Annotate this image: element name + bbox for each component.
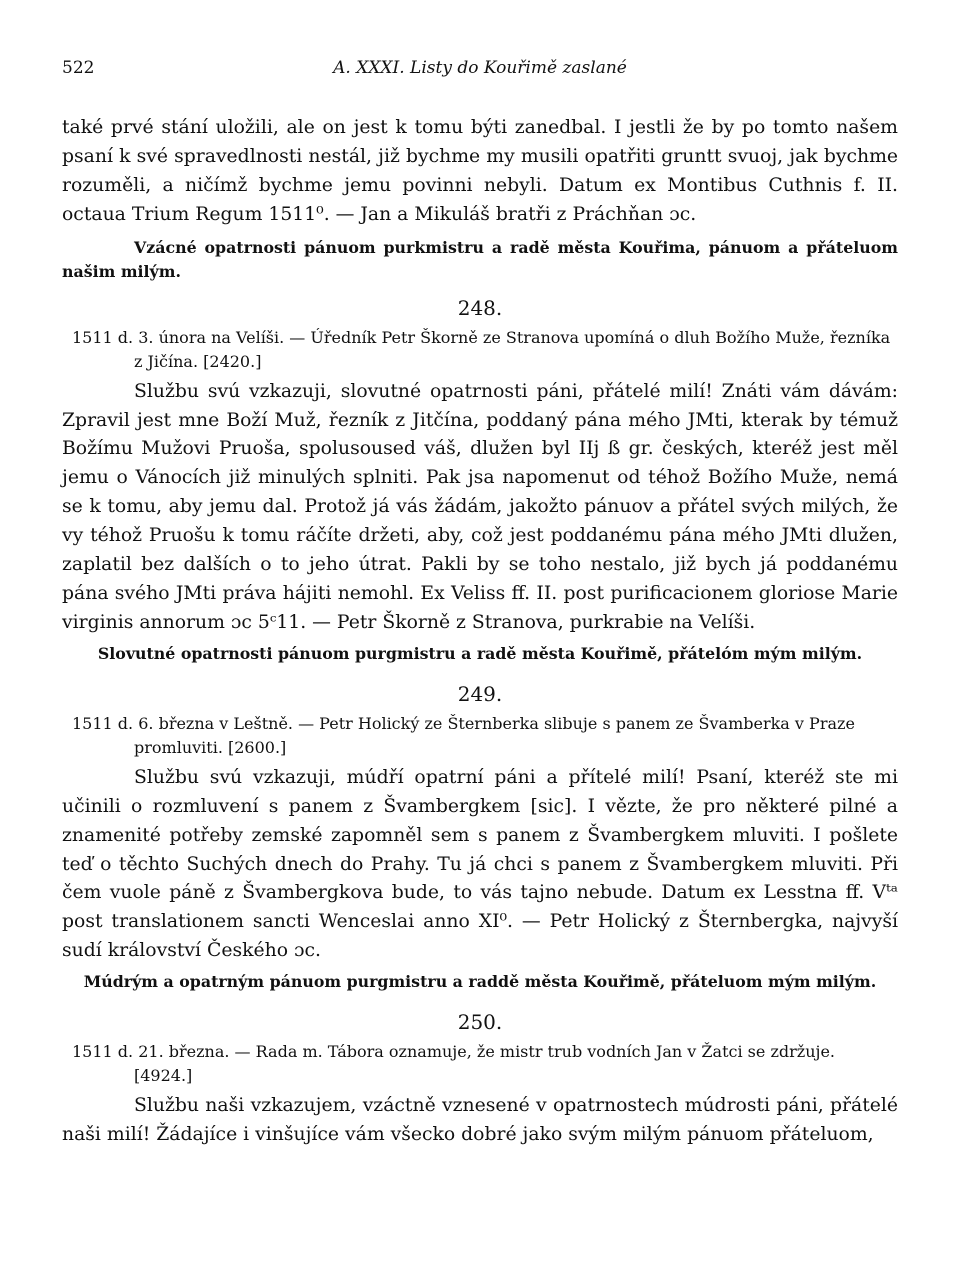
continuation-address: Vzácné opatrnosti pánuom purkmistru a radě města Kouřima, pánuom a přáteluom našim milým. <box>62 237 898 281</box>
letter-number: 249. <box>457 681 503 706</box>
page-number: 522 <box>62 58 95 78</box>
running-head <box>62 58 898 92</box>
letter-text: Službu svú vzkazuji, slovutné opatrnosti páni, přátelé milí! Znáti vám dávám: Zpravil jest mne Boží Muž, řezník z Jitčína, poddaný pána mého JMti, kterak by témuž Božímu Mužovi Pruoša, spolusoused váš, dlužen byl IIj ß gr. českých, kteréž jest měl jemu o Vánocích již minulých splniti. Pak jsa napomenut od téhož Božího Muže, nemá se k tomu, aby jemu dal. Protož já vás žádám, jakožto pánuov a přátel svých milých, že vy téhož Pruošu k tomu ráčíte držeti, aby, což jest poddanému pána mého JMti dlužen, zaplatil bez dalších o to jeho útrat. Pakli by se toho nestalo, již bych já poddanému pána svého JMti práva hájiti nemohl. Ex Veliss ff. II. post purificacionem gloriose Marie virginis annorum ɔc 5ᶜ11. — Petr Škorně z Stranova, purkrabie na Velíši. <box>62 380 898 633</box>
letter-249 <box>62 682 898 994</box>
letter-number: 250. <box>457 1010 503 1035</box>
letter-address: Múdrým a opatrným pánuom purgmistru a raddě města Kouřimě, přáteluom mým milým. <box>83 972 877 992</box>
letter-address: Slovutné opatrnosti pánuom purgmistru a radě města Kouřimě, přátelóm mým milým. <box>97 643 863 663</box>
letter-250 <box>62 1010 898 1150</box>
letter-regest: 1511 d. 3. února na Velíši. — Úředník Petr Škorně ze Stranova upomíná o dluh Božího Muže, řezníka z Jičína. [2420.] <box>72 327 891 371</box>
running-title: A. XXXI. Listy do Kouřimě zaslané <box>333 58 627 78</box>
letter-number: 248. <box>457 295 503 320</box>
letter-regest: 1511 d. 21. března. — Rada m. Tábora oznamuje, že mistr trub vodních Jan v Žatci se zdržuje. [4924.] <box>72 1042 836 1086</box>
letter-248 <box>62 296 898 666</box>
letter-regest: 1511 d. 6. března v Leštně. — Petr Holický ze Šternberka slibuje s panem ze Švamberka v Praze promluviti. [2600.] <box>72 713 855 757</box>
letter-text: Službu naši vzkazujem, vzáctně vznesené v opatrnostech múdrosti páni, přátelé naši milí! Žádajíce i vinšujíce vám všecko dobré jako svým milým pánuom přáteluom, <box>62 1095 898 1146</box>
letter-text: Službu svú vzkazuji, múdří opatrní páni a přítelé milí! Psaní, kteréž ste mi učinili o rozmluvení s panem z Švambergkem [sic]. I vězte, že pro některé pilné a znamenité potřeby zemské zapomněl sem s panem z Švambergkem mluviti. I pošlete teď o těchto Suchých dnech do Prahy. Tu já chci s panem z Švambergkem mluviti. Při čem vuole páně z Švambergkova bude, to vás tajno nebude. Datum ex Lesstna ff. Vᵗᵃ post translationem sancti Wenceslai anno XI⁰. — Petr Holický z Šternbergka, najvyší sudí království Českého ɔc. <box>62 766 898 962</box>
continuation-text: také prvé stání uložili, ale on jest k tomu býti zanedbal. I jestli že by po tomto našem psaní k své spravedlnosti nestál, již bychme my musili opatřiti gruntt svuoj, jak bychme rozuměli, a ničímž bychme jemu povinni nebyli. Datum ex Montibus Cuthnis f. II. octaua Trium Regum 1511⁰. — Jan a Mikuláš bratři z Práchňan ɔc. <box>62 117 898 225</box>
